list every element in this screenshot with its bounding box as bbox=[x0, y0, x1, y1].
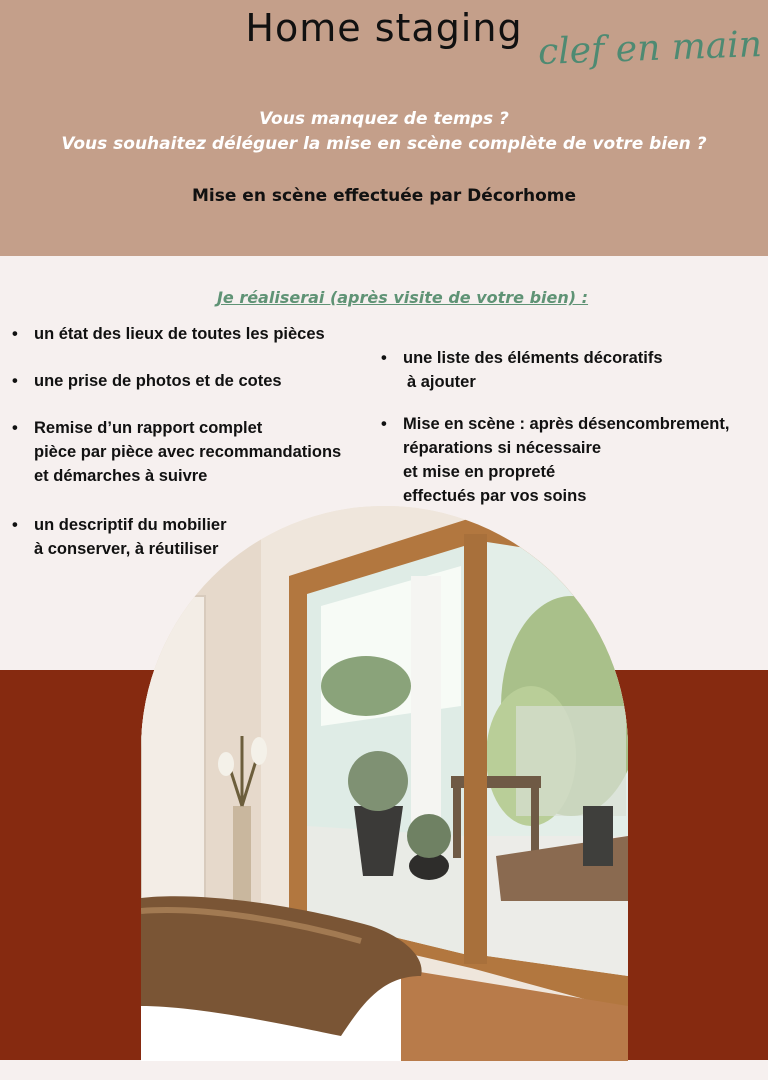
bullet-icon: • bbox=[381, 415, 387, 433]
list-item: • un état des lieux de toutes les pièces bbox=[12, 322, 325, 346]
list-item: • Remise d’un rapport complet pièce par pièce avec recommandations et démarches à suivre bbox=[12, 416, 341, 488]
page-title: Home staging bbox=[245, 6, 523, 50]
bullet-icon: • bbox=[12, 419, 18, 437]
question-line-1: Vous manquez de temps ? bbox=[259, 109, 509, 129]
list-item: • une prise de photos et de cotes bbox=[12, 369, 282, 393]
bullet-icon: • bbox=[12, 516, 18, 534]
script-tagline: clef en main bbox=[537, 24, 763, 73]
bullet-icon: • bbox=[12, 372, 18, 390]
bedroom-terrace-illustration bbox=[141, 506, 628, 1061]
question-line-2: Vous souhaitez déléguer la mise en scène complète de votre bien ? bbox=[61, 134, 707, 154]
bedroom-photo bbox=[141, 506, 628, 1061]
services-subtitle: Je réaliserai (après visite de votre bien) : bbox=[216, 288, 589, 307]
list-item: • une liste des éléments décoratifs à ajouter bbox=[381, 346, 663, 394]
service-provider-line: Mise en scène effectuée par Décorhome bbox=[191, 186, 576, 206]
header-banner bbox=[0, 0, 768, 256]
bullet-icon: • bbox=[381, 349, 387, 367]
bullet-icon: • bbox=[12, 325, 18, 343]
list-item: • Mise en scène : après désencombrement, réparations si nécessaire et mise en propreté effectués par vos soins bbox=[381, 412, 729, 508]
list-item: • un descriptif du mobilier à conserver, à réutiliser bbox=[12, 513, 227, 561]
